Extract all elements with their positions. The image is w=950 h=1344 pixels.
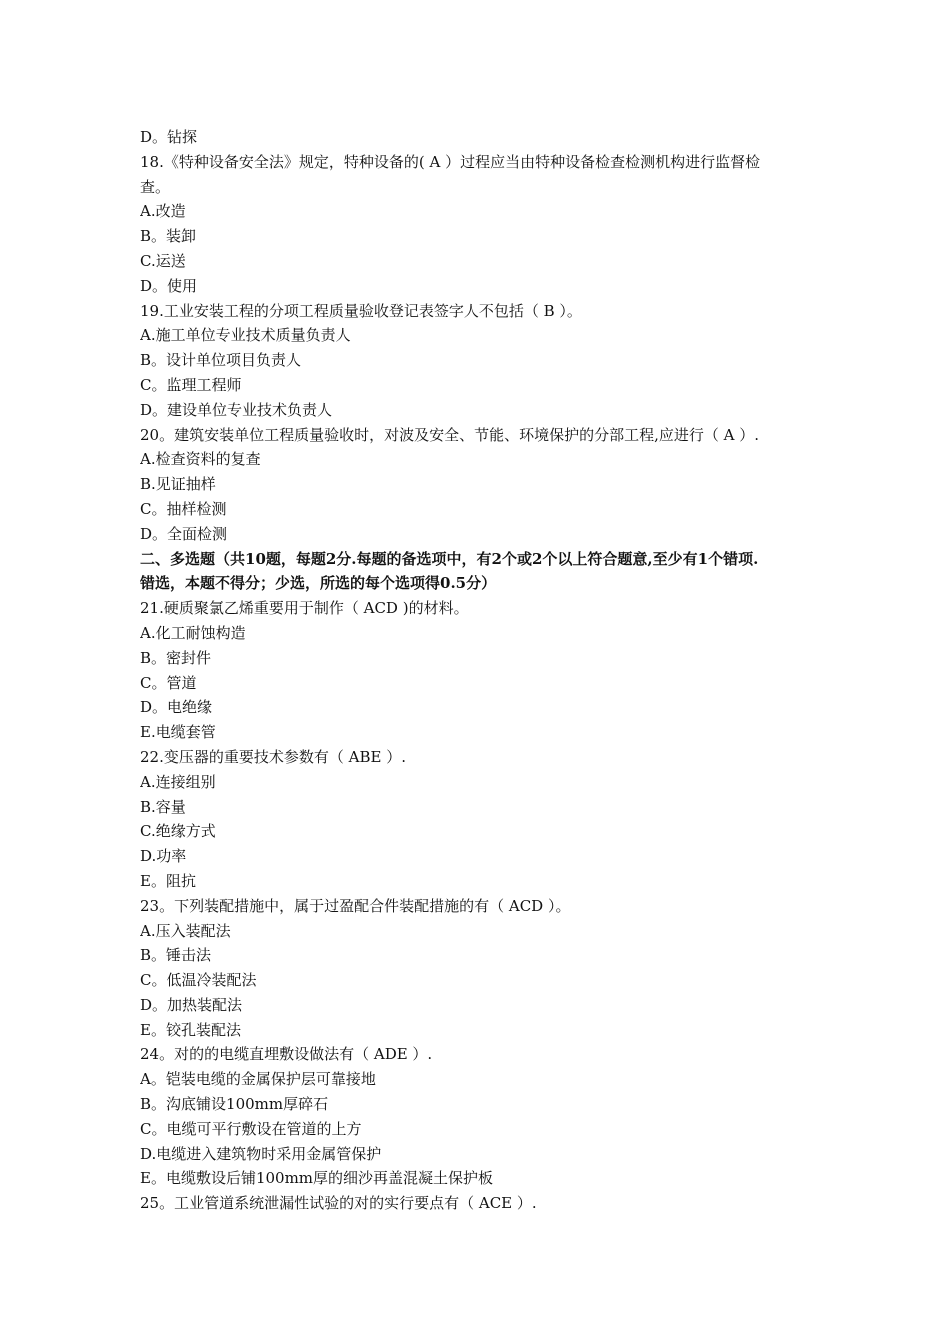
text-line: B.容量	[140, 797, 186, 816]
text-line: E。铰孔装配法	[140, 1020, 241, 1039]
text-line: D。建设单位专业技术负责人	[140, 400, 333, 419]
text-line: D.电缆进入建筑物时采用金属管保护	[140, 1144, 382, 1163]
text-line: 22.变压器的重要技术参数有（ ABE ）.	[140, 747, 406, 766]
text-line: 19.工业安装工程的分项工程质量验收登记表签字人不包括（ B ）。	[140, 301, 582, 320]
text-line: 25。工业管道系统泄漏性试验的对的实行要点有（ ACE ）.	[140, 1194, 537, 1213]
text-line: B。锤击法	[140, 946, 212, 965]
text-line: C.绝缘方式	[140, 822, 216, 841]
text-line: B。密封件	[140, 648, 212, 667]
text-line: A。铠装电缆的金属保护层可靠接地	[140, 1070, 376, 1089]
text-line: D。使用	[140, 276, 198, 295]
text-line: 20。建筑安装单位工程质量验收时，对波及安全、节能、环境保护的分部工程,应进行（ A ）.	[140, 425, 759, 444]
text-line: D。电绝缘	[140, 698, 213, 717]
text-line: A.施工单位专业技术质量负责人	[140, 326, 351, 345]
text-line: B。设计单位项目负责人	[140, 351, 302, 370]
text-line: D。加热装配法	[140, 995, 243, 1014]
text-line: B.见证抽样	[140, 475, 216, 494]
text-line: C。抽样检测	[140, 499, 227, 518]
text-line: 查。	[140, 177, 171, 196]
text-line: A.改造	[140, 202, 186, 221]
text-line: D。全面检测	[140, 524, 228, 543]
text-line: 24。对的的电缆直埋敷设做法有（ ADE ）.	[140, 1045, 433, 1064]
text-line: D.功率	[140, 847, 187, 866]
text-line: C.运送	[140, 251, 186, 270]
text-line: C。监理工程师	[140, 375, 242, 394]
section-heading-line: 二、多选题（共10题，每题2分.每题的备选项中，有2个或2个以上符合题意,至少有1个错项.	[140, 549, 759, 568]
text-line: A.化工耐蚀构造	[140, 623, 246, 642]
text-line: B。装卸	[140, 227, 197, 246]
text-line: 23。下列装配措施中，属于过盈配合件装配措施的有（ ACD ）。	[140, 896, 571, 915]
text-line: 21.硬质聚氯乙烯重要用于制作（ ACD )的材料。	[140, 599, 469, 618]
section-heading-line: 错选，本题不得分；少选，所选的每个选项得0.5分）	[140, 574, 497, 593]
text-line: 18.《特种设备安全法》规定，特种设备的( A ）过程应当由特种设备检查检测机构进行监督检	[140, 152, 761, 171]
text-line: B。沟底铺设100mm厚碎石	[140, 1095, 329, 1114]
text-line: A.连接组别	[140, 772, 216, 791]
text-line: C。电缆可平行敷设在管道的上方	[140, 1119, 362, 1138]
text-line: A.检查资料的复查	[140, 450, 261, 469]
text-line: E.电缆套管	[140, 723, 216, 742]
text-line: E。阻抗	[140, 871, 196, 890]
text-line: E。电缆敷设后铺100mm厚的细沙再盖混凝土保护板	[140, 1169, 494, 1188]
text-line: D。钻探	[140, 128, 198, 146]
text-line: C。管道	[140, 673, 197, 692]
text-line: C。低温冷装配法	[140, 971, 257, 990]
document-page	[140, 125, 870, 1216]
text-line: A.压入装配法	[140, 921, 231, 940]
